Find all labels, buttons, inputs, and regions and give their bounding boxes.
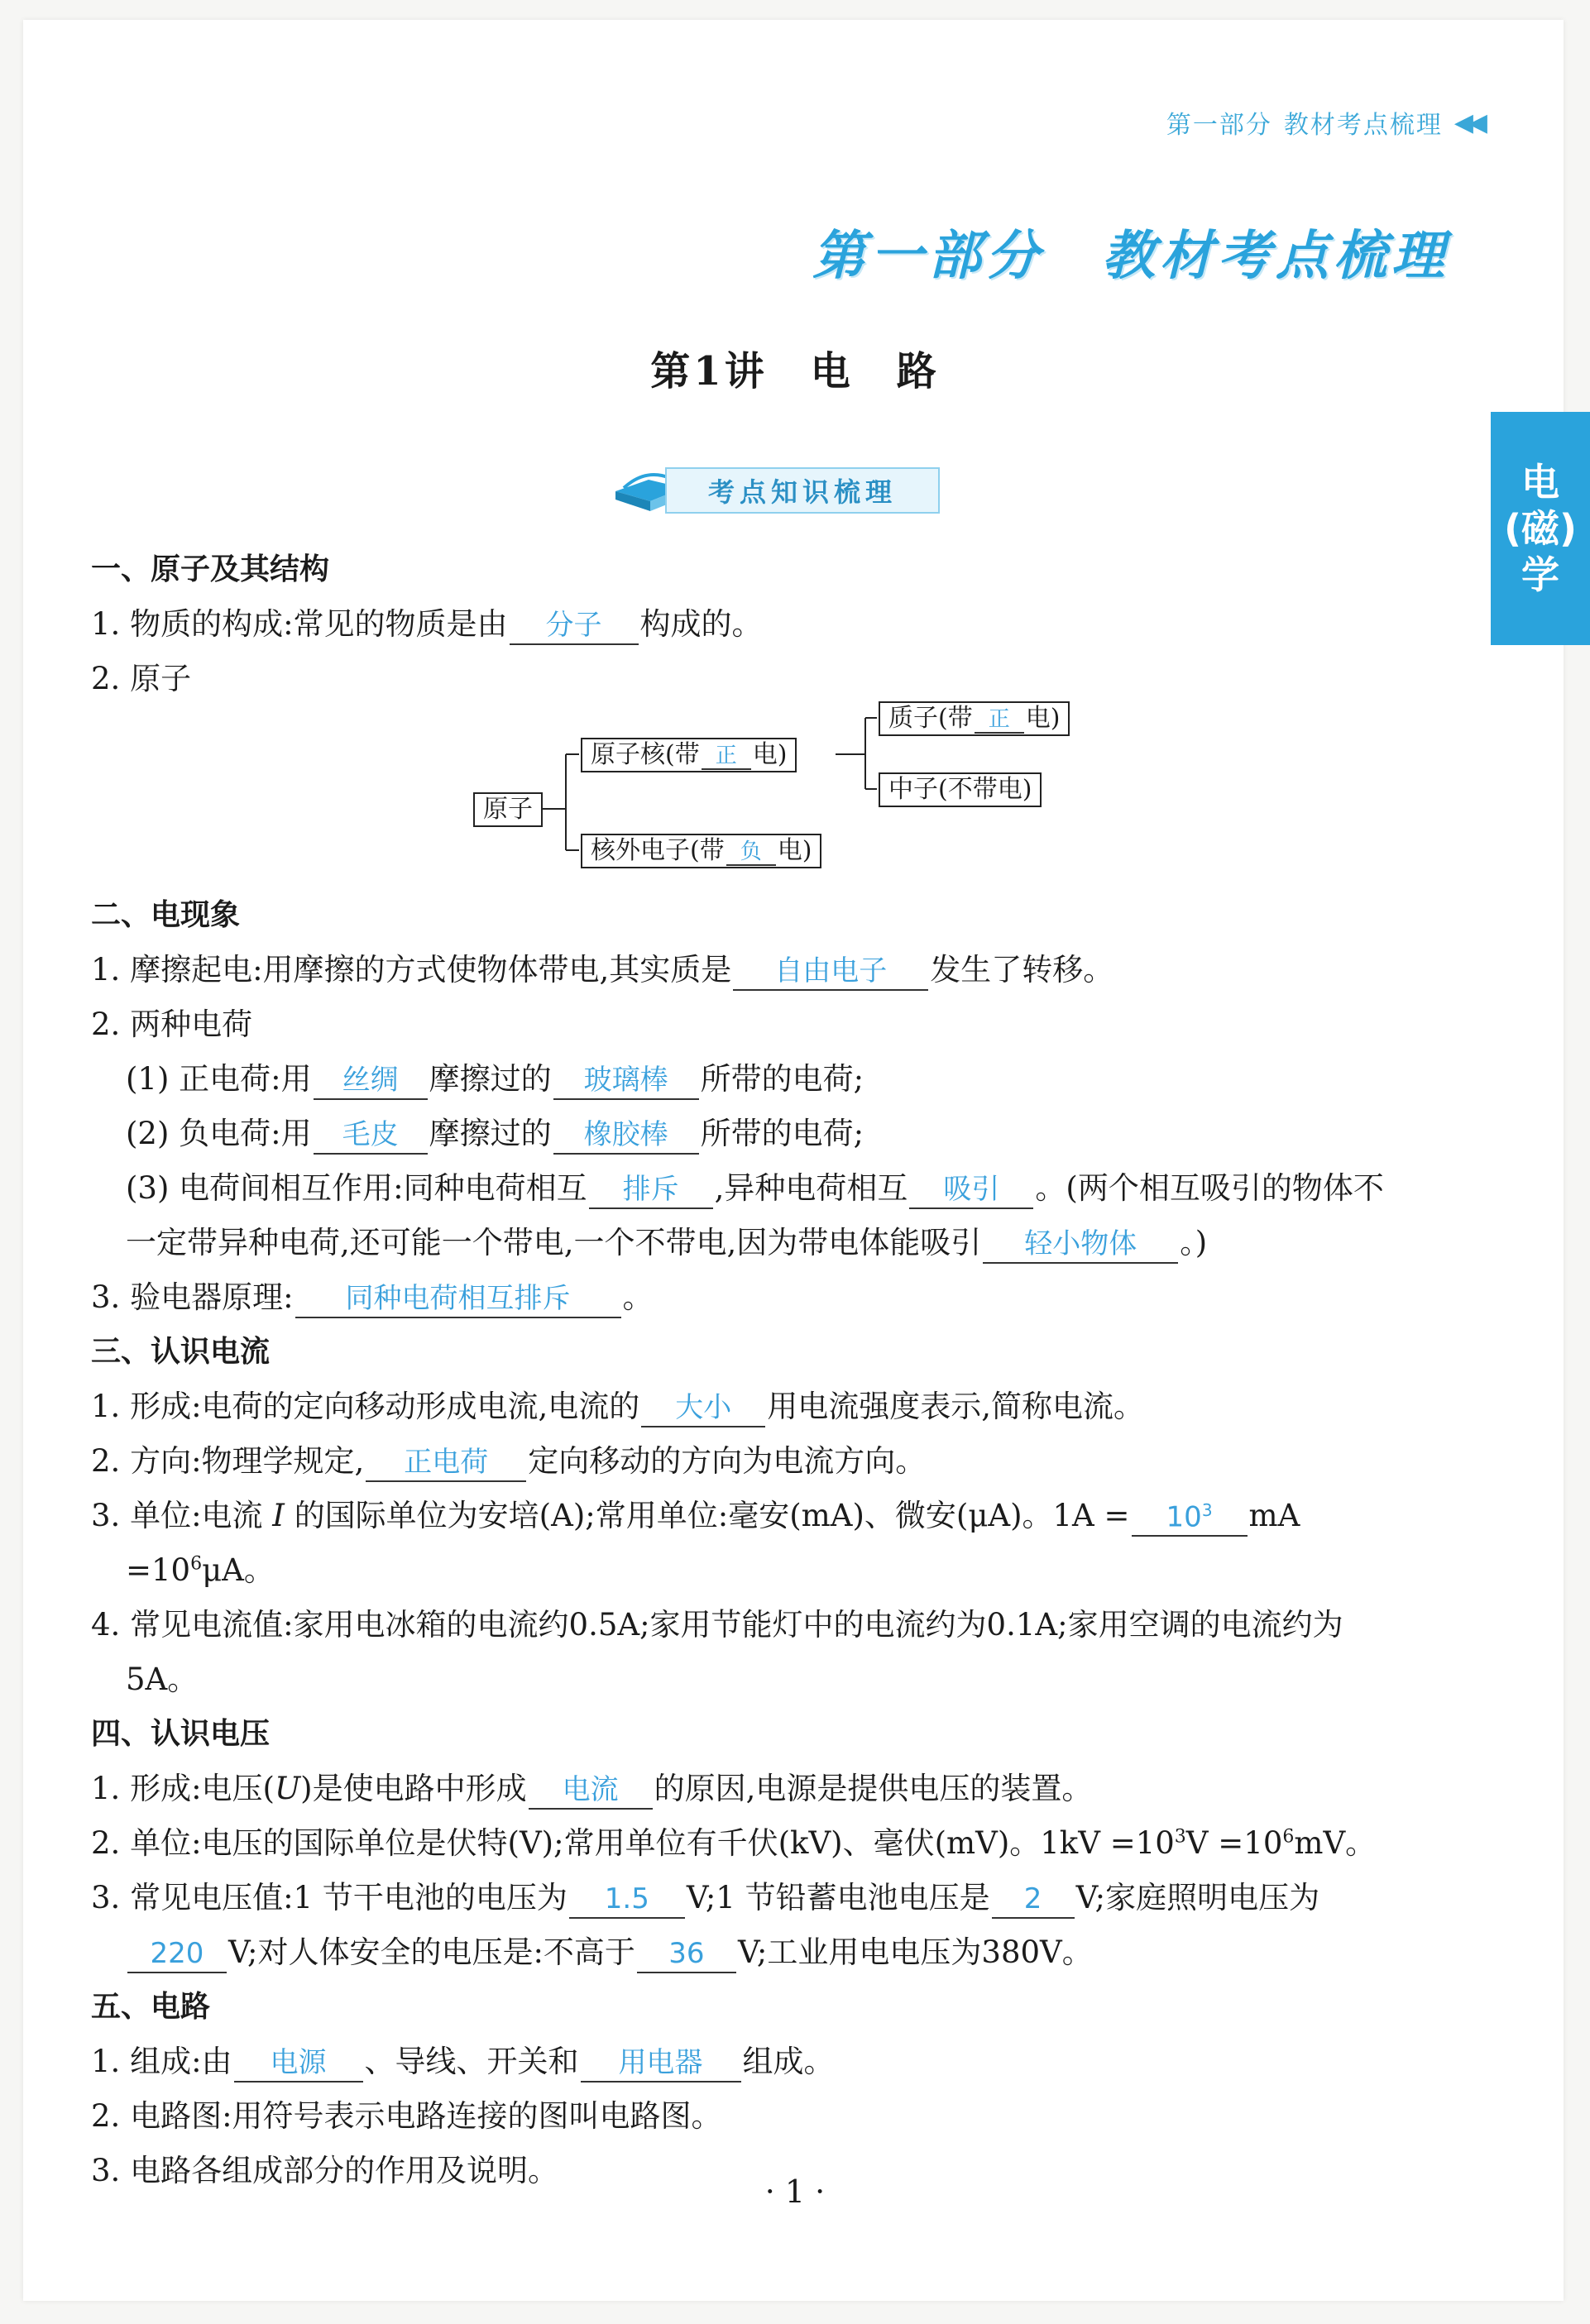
side-tab-char-3: 学 bbox=[1521, 552, 1559, 597]
nucleus-label-post: 电) bbox=[752, 740, 788, 769]
s2-l5-c: 。(两个相互吸引的物体不 bbox=[1035, 1170, 1384, 1206]
answer-blank bbox=[1132, 1492, 1248, 1537]
atom-structure-diagram bbox=[91, 706, 1464, 888]
section-heading-5: 五、电路 bbox=[91, 1990, 211, 2024]
answer-blank: 吸引 bbox=[909, 1171, 1033, 1209]
s4-l3-b: V;1 节铅蓄电池电压是 bbox=[686, 1880, 990, 1915]
answer-blank: 大小 bbox=[641, 1389, 765, 1427]
answer-blank: 正电荷 bbox=[366, 1444, 526, 1482]
electron-label-post: 电) bbox=[777, 836, 812, 865]
s4-l1-a: 1. 形成:电压( bbox=[91, 1771, 275, 1806]
s2-line-3 bbox=[91, 1052, 1464, 1107]
s3-line-4 bbox=[91, 1543, 1464, 1598]
answer-base: 10 bbox=[1166, 1500, 1202, 1533]
answer-blank: 2 bbox=[992, 1881, 1075, 1919]
s3-line-5: 4. 常见电流值:家用电冰箱的电流约0.5A;家用节能灯中的电流约为0.1A;家用空调的电流约为 bbox=[91, 1607, 1343, 1643]
side-tab-char-2: (磁) bbox=[1503, 506, 1578, 551]
answer-blank: 丝绸 bbox=[314, 1062, 428, 1100]
s2-l4-b: 摩擦过的 bbox=[429, 1116, 552, 1151]
s2-l6-a: 一定带异种电荷,还可能一个带电,一个不带电,因为带电体能吸引 bbox=[126, 1225, 982, 1260]
side-tab bbox=[1491, 412, 1590, 645]
s1-line-2: 2. 原子 bbox=[91, 661, 192, 696]
answer-blank: 毛皮 bbox=[314, 1117, 428, 1155]
running-head-title: 教材考点梳理 bbox=[1283, 111, 1443, 140]
section-heading-3: 三、认识电流 bbox=[91, 1335, 271, 1369]
exponent: 6 bbox=[1282, 1826, 1295, 1848]
s3-l2-b: 定向移动的方向为电流方向。 bbox=[528, 1443, 927, 1479]
s4-l2-b: V =10 bbox=[1185, 1825, 1283, 1861]
s1-l1-post: 构成的。 bbox=[639, 606, 763, 642]
exponent: 6 bbox=[190, 1553, 203, 1575]
s5-l1-b: 、导线、开关和 bbox=[364, 2044, 579, 2079]
s2-l7-a: 3. 验电器原理: bbox=[91, 1279, 294, 1315]
s2-line-2: 2. 两种电荷 bbox=[91, 1007, 253, 1042]
s2-l6-b: 。) bbox=[1180, 1225, 1208, 1260]
answer-blank: 1.5 bbox=[569, 1881, 685, 1919]
answer-blank: 电源 bbox=[234, 2044, 363, 2083]
answer-blank: 橡胶棒 bbox=[553, 1117, 699, 1155]
s2-line-4 bbox=[91, 1107, 1464, 1161]
s4-l4-a: V;对人体安全的电压是:不高于 bbox=[228, 1934, 635, 1970]
nucleus-label: 原子核(带 bbox=[591, 740, 700, 769]
neutron-box: 中子(不带电) bbox=[879, 772, 1042, 807]
answer-blank: 220 bbox=[127, 1935, 227, 1973]
s4-line-3 bbox=[91, 1871, 1464, 1925]
electron-label: 核外电子(带 bbox=[591, 836, 725, 865]
running-head-section: 第一部分 bbox=[1166, 111, 1272, 140]
page-number: · 1 · bbox=[764, 2173, 826, 2210]
s3-line-3 bbox=[91, 1489, 1464, 1543]
nucleus-box bbox=[581, 738, 797, 772]
proton-box bbox=[879, 701, 1070, 736]
current-symbol: I bbox=[272, 1498, 285, 1533]
running-head bbox=[1166, 104, 1482, 141]
section-heading-1: 一、原子及其结构 bbox=[91, 552, 330, 586]
answer-blank: 正 bbox=[975, 707, 1024, 734]
answer-blank: 玻璃棒 bbox=[553, 1062, 699, 1100]
s5-l1-c: 组成。 bbox=[742, 2044, 835, 2079]
s3-l3-b: 的国际单位为安培(A);常用单位:毫安(mA)、微安(μA)。1A = bbox=[294, 1498, 1130, 1533]
atom-box: 原子 bbox=[473, 792, 543, 827]
proton-label-post: 电) bbox=[1025, 704, 1061, 733]
section-banner-label: 考点知识梳理 bbox=[665, 467, 940, 514]
s1-line-1 bbox=[91, 597, 1464, 652]
s4-l2-a: 2. 单位:电压的国际单位是伏特(V);常用单位有千伏(kV)、毫伏(mV)。1kV =10 bbox=[91, 1825, 1175, 1861]
s2-line-7 bbox=[91, 1270, 1464, 1325]
s3-line-6: 5A。 bbox=[126, 1662, 199, 1697]
answer-exponent: 3 bbox=[1201, 1499, 1213, 1520]
s5-line-1 bbox=[91, 2035, 1464, 2089]
s4-line-2 bbox=[91, 1816, 1464, 1871]
s3-l3-a: 3. 单位:电流 bbox=[91, 1498, 263, 1533]
voltage-symbol: U bbox=[274, 1771, 301, 1806]
s4-l3-a: 3. 常见电压值:1 节干电池的电压为 bbox=[91, 1880, 568, 1915]
content bbox=[91, 543, 1464, 2198]
answer-blank: 排斥 bbox=[589, 1171, 713, 1209]
s2-l7-b: 。 bbox=[622, 1279, 654, 1315]
s2-l1-post: 发生了转移。 bbox=[930, 952, 1114, 987]
exponent: 3 bbox=[1174, 1826, 1186, 1848]
s4-line-4 bbox=[91, 1925, 1464, 1980]
s4-l1-b: )是使电路中形成 bbox=[300, 1771, 527, 1806]
s4-l1-c: 的原因,电源是提供电压的装置。 bbox=[654, 1771, 1093, 1806]
s2-l3-b: 摩擦过的 bbox=[429, 1061, 552, 1097]
s2-line-5 bbox=[91, 1161, 1464, 1216]
s5-l1-a: 1. 组成:由 bbox=[91, 2044, 232, 2079]
part-title: 第一部分 教材考点梳理 bbox=[812, 226, 1449, 287]
lecture-title: 第1讲 电 路 bbox=[650, 348, 940, 395]
proton-label: 质子(带 bbox=[888, 704, 973, 733]
s5-line-3: 3. 电路各组成部分的作用及说明。 bbox=[91, 2153, 559, 2188]
answer-blank: 正 bbox=[702, 744, 751, 770]
s4-line-1 bbox=[91, 1762, 1464, 1816]
s3-l2-a: 2. 方向:物理学规定, bbox=[91, 1443, 365, 1479]
answer-blank: 36 bbox=[637, 1935, 736, 1973]
s2-line-6 bbox=[91, 1216, 1464, 1270]
s2-l5-a: (3) 电荷间相互作用:同种电荷相互 bbox=[126, 1170, 587, 1206]
section-banner bbox=[612, 463, 940, 518]
s4-l2-c: mV。 bbox=[1294, 1825, 1377, 1861]
s2-l4-a: (2) 负电荷:用 bbox=[126, 1116, 312, 1151]
s3-l4-b: μA。 bbox=[202, 1552, 275, 1588]
s2-l3-c: 所带的电荷; bbox=[700, 1061, 864, 1097]
s2-l3-a: (1) 正电荷:用 bbox=[126, 1061, 312, 1097]
s1-l1-text: 1. 物质的构成:常见的物质是由 bbox=[91, 606, 508, 642]
answer-blank: 分子 bbox=[510, 607, 639, 645]
s4-l3-c: V;家庭照明电压为 bbox=[1075, 1880, 1320, 1915]
s2-l5-b: ,异种电荷相互 bbox=[714, 1170, 908, 1206]
double-arrow-left-icon: ◀◀ bbox=[1454, 108, 1482, 137]
s2-line-1 bbox=[91, 943, 1464, 997]
electron-box bbox=[581, 834, 821, 868]
s3-line-2 bbox=[91, 1434, 1464, 1489]
answer-blank: 轻小物体 bbox=[983, 1226, 1178, 1264]
s3-l4-a: =10 bbox=[126, 1552, 191, 1588]
answer-blank: 用电器 bbox=[581, 2044, 741, 2083]
answer-blank: 电流 bbox=[529, 1772, 653, 1810]
s4-l4-b: V;工业用电电压为380V。 bbox=[737, 1934, 1093, 1970]
s2-l4-c: 所带的电荷; bbox=[700, 1116, 864, 1151]
s5-line-2: 2. 电路图:用符号表示电路连接的图叫电路图。 bbox=[91, 2098, 722, 2134]
answer-blank: 自由电子 bbox=[733, 953, 928, 991]
s3-line-1 bbox=[91, 1380, 1464, 1434]
side-tab-char-1: 电 bbox=[1521, 460, 1559, 504]
section-heading-2: 二、电现象 bbox=[91, 898, 241, 932]
section-heading-4: 四、认识电压 bbox=[91, 1717, 271, 1751]
answer-blank: 负 bbox=[726, 839, 776, 866]
s2-l1-text: 1. 摩擦起电:用摩擦的方式使物体带电,其实质是 bbox=[91, 952, 732, 987]
s3-l1-b: 用电流强度表示,简称电流。 bbox=[767, 1389, 1145, 1424]
s3-l1-a: 1. 形成:电荷的定向移动形成电流,电流的 bbox=[91, 1389, 640, 1424]
answer-blank: 同种电荷相互排斥 bbox=[295, 1280, 621, 1318]
s3-l3-c: mA bbox=[1248, 1498, 1300, 1533]
